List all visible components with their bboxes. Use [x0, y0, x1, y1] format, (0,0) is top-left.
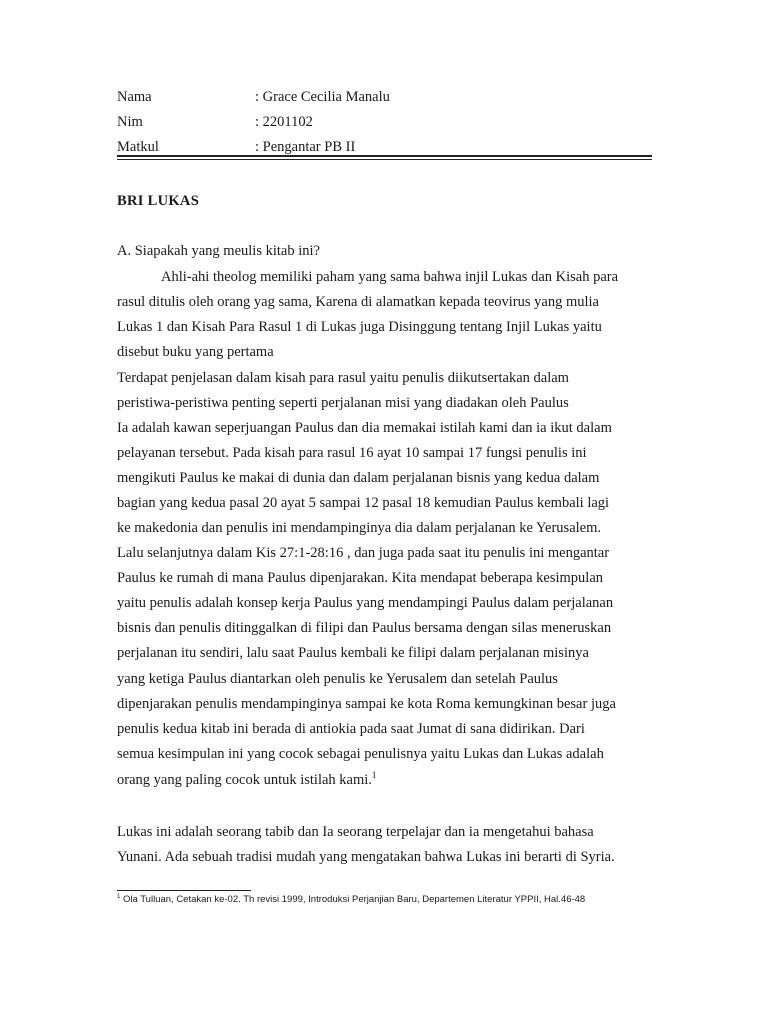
- header-value: : Grace Cecilia Manalu: [255, 89, 390, 105]
- body-line: yang ketiga Paulus diantarkan oleh penulis ke Yerusalem dan setelah Paulus: [117, 671, 558, 687]
- section-heading: A. Siapakah yang meulis kitab ini?: [117, 243, 320, 259]
- footnote-reference[interactable]: 1: [371, 770, 377, 781]
- body-line: Lukas 1 dan Kisah Para Rasul 1 di Lukas juga Disinggung tentang Injil Lukas yaitu: [117, 319, 602, 335]
- body-line: peristiwa-peristiwa penting seperti perjalanan misi yang diadakan oleh Paulus: [117, 395, 569, 411]
- body-line: rasul ditulis oleh orang yag sama, Karena di alamatkan kepada teovirus yang mulia: [117, 294, 599, 310]
- body-line: yaitu penulis adalah konsep kerja Paulus yang mendampingi Paulus dalam perjalanan: [117, 595, 614, 611]
- footnote-number: 1: [117, 893, 121, 900]
- body-line: pelayanan tersebut. Pada kisah para rasul 16 ayat 10 sampai 17 fungsi penulis ini: [117, 445, 587, 461]
- body-line: dipenjarakan penulis mendampinginya sampai ke kota Roma kemungkinan besar juga: [117, 696, 616, 712]
- header-value: : Pengantar PB II: [255, 139, 356, 155]
- footnote: [117, 894, 585, 905]
- footnote-divider: [117, 890, 251, 891]
- body-line: disebut buku yang pertama: [117, 344, 274, 360]
- body-line: bisnis dan penulis ditinggalkan di filipi dan Paulus bersama dengan silas meneruskan: [117, 620, 612, 636]
- body-line-last: [117, 771, 376, 789]
- body-line: Lukas ini adalah seorang tabib dan Ia seorang terpelajar dan ia mengetahui bahasa: [117, 824, 594, 840]
- body-line: mengikuti Paulus ke makai di dunia dan dalam perjalanan bisnis yang kedua dalam: [117, 470, 600, 486]
- body-line: perjalanan itu sendiri, lalu saat Paulus kembali ke filipi dalam perjalanan misinya: [117, 645, 589, 661]
- body-line: Lalu selanjutnya dalam Kis 27:1-28:16 , dan juga pada saat itu penulis ini mengantar: [117, 545, 610, 561]
- body-line: semua kesimpulan ini yang cocok sebagai penulisnya yaitu Lukas dan Lukas adalah: [117, 746, 604, 762]
- document-title: BRI LUKAS: [117, 193, 200, 209]
- body-line: Paulus ke rumah di mana Paulus dipenjarakan. Kita mendapat beberapa kesimpulan: [117, 570, 604, 586]
- header-value: : 2201102: [255, 114, 313, 130]
- header-label: Matkul: [117, 139, 159, 155]
- footnote-text: Ola Tulluan, Cetakan ke-02. Th revisi 1999, Introduksi Perjanjian Baru, Departemen Literatur YPPII, Hal.46-48: [120, 894, 586, 905]
- body-line-text: orang yang paling cocok untuk istilah kami.: [117, 772, 372, 788]
- body-line: Ia adalah kawan seperjuangan Paulus dan dia memakai istilah kami dan ia ikut dalam: [117, 420, 612, 436]
- body-line: Terdapat penjelasan dalam kisah para rasul yaitu penulis diikutsertakan dalam: [117, 370, 569, 386]
- body-line: penulis kedua kitab ini berada di antiokia pada saat Jumat di sana didirikan. Dari: [117, 721, 585, 737]
- header-divider-bottom: [117, 159, 652, 160]
- body-line: Yunani. Ada sebuah tradisi mudah yang mengatakan bahwa Lukas ini berarti di Syria.: [117, 849, 615, 865]
- body-line: bagian yang kedua pasal 20 ayat 5 sampai 12 pasal 18 kemudian Paulus kembali lagi: [117, 495, 610, 511]
- body-line: Ahli-ahi theolog memiliki paham yang sama bahwa injil Lukas dan Kisah para: [161, 269, 619, 285]
- header-label: Nim: [117, 114, 143, 130]
- header-divider-top: [117, 155, 652, 157]
- header-label: Nama: [117, 89, 152, 105]
- body-line: ke makedonia dan penulis ini mendampinginya dia dalam perjalanan ke Yerusalem.: [117, 520, 602, 536]
